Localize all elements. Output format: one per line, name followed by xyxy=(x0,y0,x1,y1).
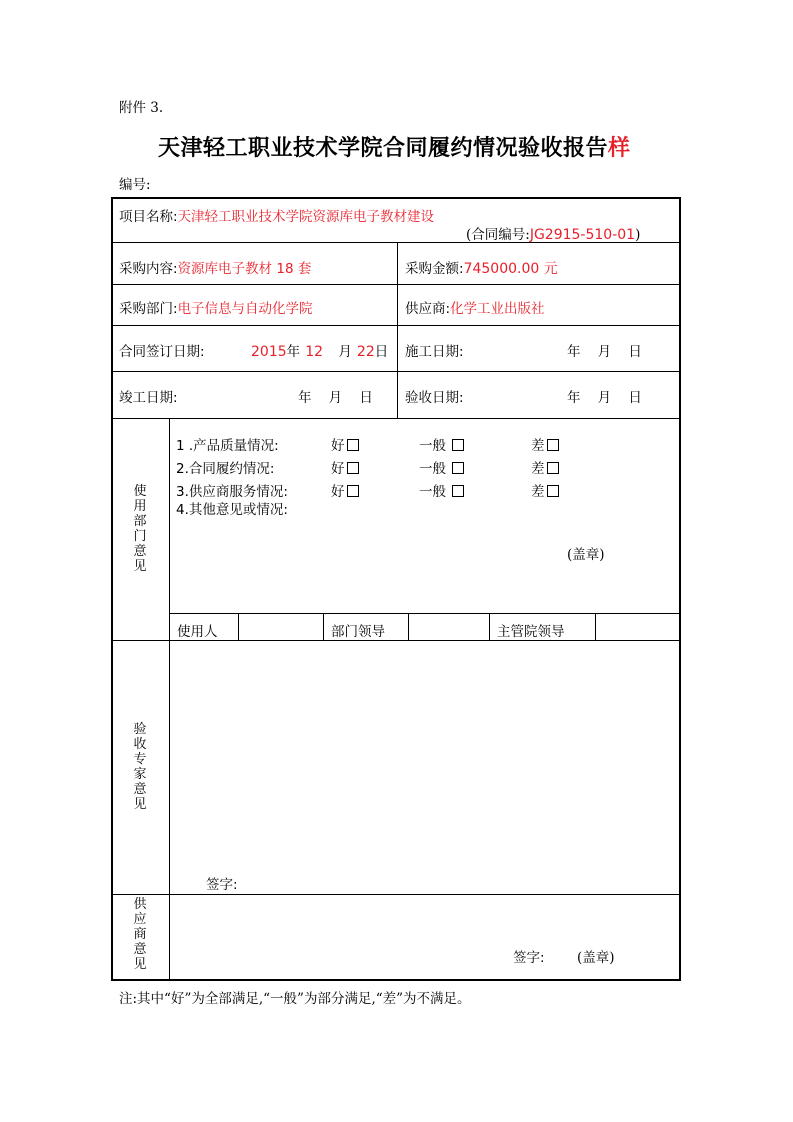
good-checkbox[interactable] xyxy=(347,439,359,451)
rating-item: 2.合同履约情况: xyxy=(176,461,275,477)
purchase-content-value: 资源库电子教材 18 套 xyxy=(177,261,312,277)
good-checkbox[interactable] xyxy=(347,485,359,497)
department-value: 电子信息与自动化学院 xyxy=(177,301,313,317)
rating-good: 好 xyxy=(331,480,359,500)
rating-item: 1 .产品质量情况: xyxy=(176,438,279,454)
supplier: 供应商:化学工业出版社 xyxy=(405,301,545,317)
acceptance-date-label: 验收日期: xyxy=(405,390,464,406)
construction-date-value: 年 月 日 xyxy=(567,344,642,360)
user-dept-seal: (盖章) xyxy=(567,547,605,563)
purchase-department: 采购部门:电子信息与自动化学院 xyxy=(119,301,313,317)
purchase-amount-value: 745000.00 元 xyxy=(463,261,558,277)
serial-label: 编号: xyxy=(119,177,151,193)
sign-date-value: 2015年 12 月 22日 xyxy=(251,344,389,360)
project-label: 项目名称: xyxy=(119,209,178,225)
rating-good: 好 xyxy=(331,457,359,477)
normal-checkbox[interactable] xyxy=(452,439,464,451)
page-title: 天津轻工职业技术学院合同履约情况验收报告样 xyxy=(158,135,631,161)
poor-checkbox[interactable] xyxy=(547,462,559,474)
supplier-seal: (盖章) xyxy=(577,950,615,966)
poor-checkbox[interactable] xyxy=(547,485,559,497)
poor-checkbox[interactable] xyxy=(547,439,559,451)
construction-date-label: 施工日期: xyxy=(405,344,464,360)
attachment-label: 附件 3. xyxy=(119,100,164,116)
title-sample-mark: 样 xyxy=(608,135,631,161)
project-value: 天津轻工职业技术学院资源库电子教材建设 xyxy=(177,209,435,225)
user-label: 使用人 xyxy=(177,624,218,640)
rating-good: 好 xyxy=(331,434,359,454)
expert-sign-label: 签字: xyxy=(206,877,238,893)
contract-number: (合同编号:JG2915-510-01) xyxy=(466,227,641,243)
rating-poor: 差 xyxy=(531,434,559,454)
contract-number-value: JG2915-510-01 xyxy=(529,227,636,243)
completion-date-label: 竣工日期: xyxy=(119,390,178,406)
purchase-amount: 采购金额:745000.00 元 xyxy=(405,261,558,277)
supplier-side-label: 供应商意见 xyxy=(133,897,147,972)
expert-side-label: 验收专家意见 xyxy=(133,722,147,812)
completion-date-value: 年 月 日 xyxy=(298,390,373,406)
user-dept-side-label: 使用部门意见 xyxy=(133,484,147,574)
project-row xyxy=(119,205,434,225)
rating-normal: 一般 xyxy=(419,434,464,454)
dean-label: 主管院领导 xyxy=(497,624,565,640)
other-opinion-label: 4.其他意见或情况: xyxy=(176,502,288,518)
rating-normal: 一般 xyxy=(419,457,464,477)
supplier-sign-label: 签字: xyxy=(513,950,545,966)
normal-checkbox[interactable] xyxy=(452,485,464,497)
purchase-content: 采购内容:资源库电子教材 18 套 xyxy=(119,261,312,277)
dept-leader-label: 部门领导 xyxy=(331,624,385,640)
supplier-value: 化学工业出版社 xyxy=(450,301,545,317)
rating-normal: 一般 xyxy=(419,480,464,500)
rating-item: 3.供应商服务情况: xyxy=(176,484,288,500)
sign-date-label: 合同签订日期: xyxy=(119,344,205,360)
normal-checkbox[interactable] xyxy=(452,462,464,474)
rating-poor: 差 xyxy=(531,480,559,500)
acceptance-date-value: 年 月 日 xyxy=(567,390,642,406)
good-checkbox[interactable] xyxy=(347,462,359,474)
rating-poor: 差 xyxy=(531,457,559,477)
footnote: 注:其中“好”为全部满足,“一般”为部分满足,“差”为不满足。 xyxy=(119,991,471,1007)
